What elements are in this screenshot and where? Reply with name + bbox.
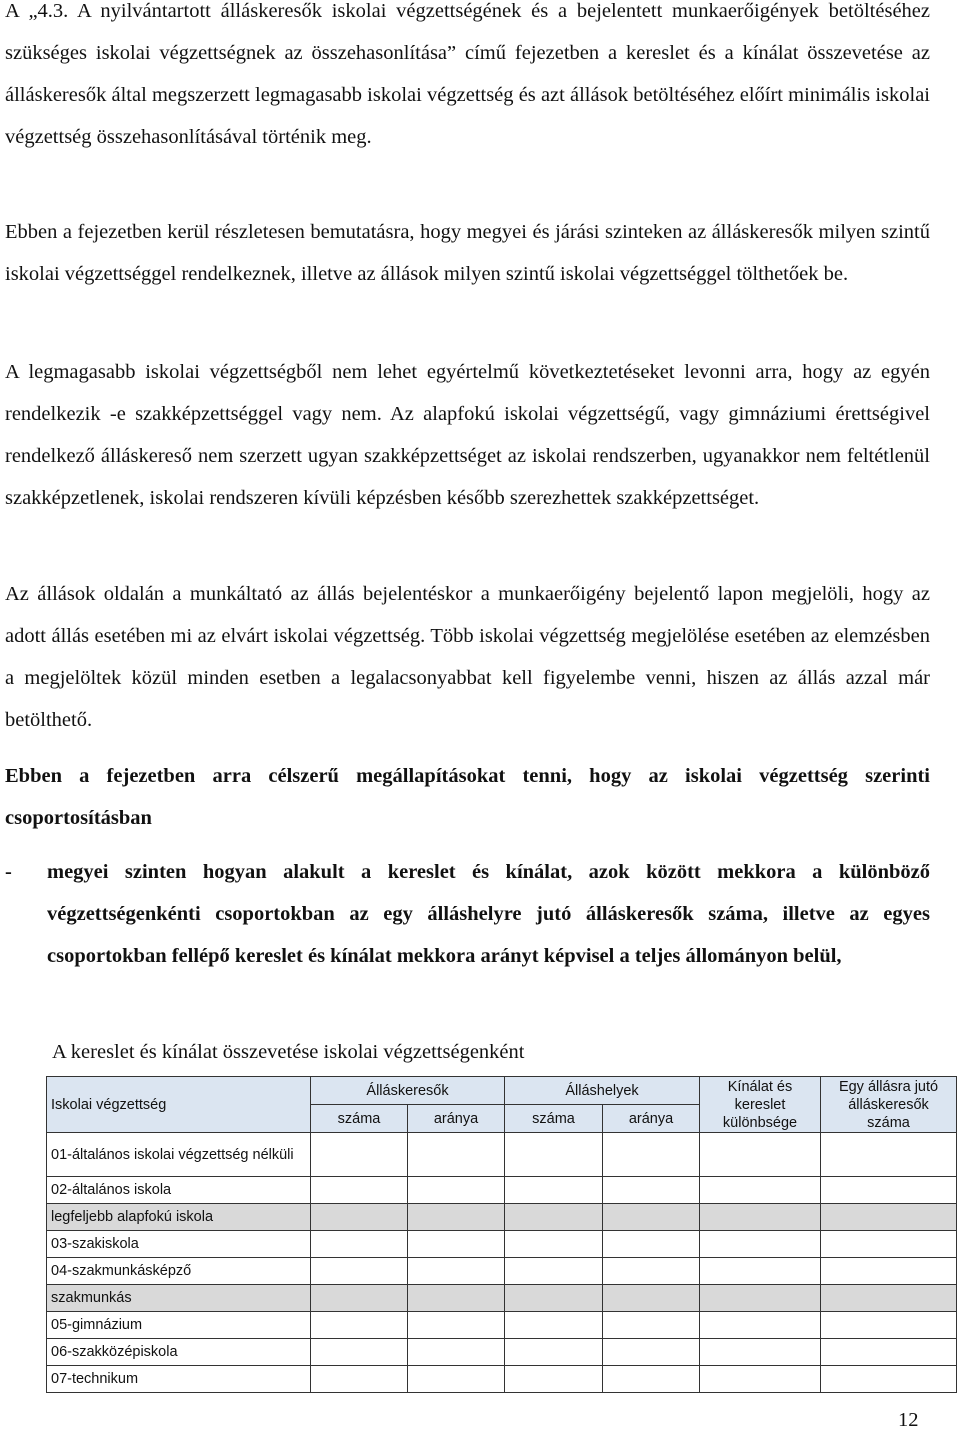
table-cell (603, 1133, 700, 1177)
header-supply-demand-difference: Kínálat és kereslet különbsége (700, 1077, 821, 1133)
table-cell (505, 1258, 603, 1285)
table-cell (821, 1339, 957, 1366)
table-cell (821, 1204, 957, 1231)
table-cell (408, 1231, 505, 1258)
table-cell (408, 1339, 505, 1366)
table-cell (505, 1285, 603, 1312)
intro-text: A „4.3. A nyilvántartott álláskeresők iskolai végzettségének és a bejelentett munkaerőigények betöltéséhez szükséges iskolai végzettségnek az összehasonlítása” című fejezetben a kereslet és a kínálat összevetése az álláskeresők által megszerzett legmagasabb iskolai végzettség és azt állások betöltéséhez előírt minimális iskolai végzettség összehasonlításával történik meg. (5, 0, 930, 148)
table-body (47, 1133, 957, 1393)
paragraph-2: A legmagasabb iskolai végzettségből nem lehet egyértelmű következtetéseket levonni arra, hogy az egyén rendelkezik -e szakképzettséggel vagy nem. Az alapfokú iskolai végzettségű, vagy gimnáziumi érettségivel rendelkező álláskereső nem szerzett ugyan szakképzettséget az iskolai rendszerben, ugyanakkor nem feltétlenül szakképzetlenek, iskolai rendszeren kívüli képzésben később szerezhettek szakképzettséget. (5, 361, 930, 509)
table-cell (408, 1204, 505, 1231)
header-positions-count: száma (505, 1105, 603, 1133)
table-cell (821, 1258, 957, 1285)
table-cell (408, 1366, 505, 1393)
table-cell (700, 1204, 821, 1231)
header-jobseekers-per-position: Egy állásra jutó álláskeresők száma (821, 1077, 957, 1133)
table-cell (603, 1312, 700, 1339)
row-label: 01-általános iskolai végzettség nélküli (47, 1133, 311, 1177)
table-row (47, 1133, 957, 1177)
table-cell (700, 1231, 821, 1258)
table-cell (700, 1339, 821, 1366)
header-jobseekers-ratio: aránya (408, 1105, 505, 1133)
table-row (47, 1339, 957, 1366)
table-cell (603, 1177, 700, 1204)
header-positions-ratio: aránya (603, 1105, 700, 1133)
row-label: szakmunkás (47, 1285, 311, 1312)
bold-paragraph: Ebben a fejezetben arra célszerű megállapításokat tenni, hogy az iskolai végzettség szerinti csoportosításban (5, 765, 930, 829)
table-cell (505, 1366, 603, 1393)
table-cell (311, 1339, 408, 1366)
row-label: legfeljebb alapfokú iskola (47, 1204, 311, 1231)
table-row (47, 1231, 957, 1258)
bullet-text: megyei szinten hogyan alakult a kereslet és kínálat, azok között mekkora a különböző végzettségenkénti csoportokban az egy álláshelyre jutó álláskeresők száma, illetve az egyes csoportokban fellépő kereslet és kínálat mekkora arányt képvisel a teljes állományon belül, (47, 861, 930, 967)
table-cell (505, 1231, 603, 1258)
table-cell (821, 1231, 957, 1258)
table-row (47, 1258, 957, 1285)
table-cell (505, 1339, 603, 1366)
row-label: 03-szakiskola (47, 1231, 311, 1258)
table-row (47, 1312, 957, 1339)
header-jobseekers: Álláskeresők (311, 1077, 505, 1105)
comparison-table (46, 1076, 957, 1393)
table-cell (603, 1204, 700, 1231)
header-jobseekers-count: száma (311, 1105, 408, 1133)
row-label: 02-általános iskola (47, 1177, 311, 1204)
intro-paragraph (5, 0, 930, 158)
table-cell (821, 1177, 957, 1204)
table-cell (505, 1133, 603, 1177)
table-cell (408, 1133, 505, 1177)
bullet-marker: - (5, 861, 12, 883)
table-cell (821, 1285, 957, 1312)
table-cell (700, 1366, 821, 1393)
table-title: A kereslet és kínálat összevetése iskolai végzettségenként (52, 1041, 525, 1063)
header-positions: Álláshelyek (505, 1077, 700, 1105)
table-cell (311, 1231, 408, 1258)
table-row (47, 1177, 957, 1204)
table-cell (311, 1366, 408, 1393)
paragraph-1: Ebben a fejezetben kerül részletesen bemutatásra, hogy megyei és járási szinteken az álláskeresők milyen szintű iskolai végzettséggel rendelkeznek, illetve az állások milyen szintű iskolai végzettséggel tölthetőek be. (5, 221, 930, 285)
table-cell (603, 1231, 700, 1258)
table-cell (603, 1258, 700, 1285)
table-cell (603, 1339, 700, 1366)
table-cell (408, 1258, 505, 1285)
table-cell (311, 1177, 408, 1204)
table-row (47, 1204, 957, 1231)
table-cell (311, 1204, 408, 1231)
table-cell (408, 1285, 505, 1312)
table-cell (311, 1133, 408, 1177)
table-cell (821, 1366, 957, 1393)
table-cell (311, 1285, 408, 1312)
table-cell (505, 1177, 603, 1204)
table-row (47, 1285, 957, 1312)
header-education-level: Iskolai végzettség (47, 1077, 311, 1133)
table-cell (700, 1312, 821, 1339)
table-cell (821, 1312, 957, 1339)
row-label: 04-szakmunkásképző (47, 1258, 311, 1285)
table-cell (408, 1177, 505, 1204)
table-cell (603, 1366, 700, 1393)
row-label: 07-technikum (47, 1366, 311, 1393)
table-cell (700, 1133, 821, 1177)
table-cell (821, 1133, 957, 1177)
row-label: 06-szakközépiskola (47, 1339, 311, 1366)
table-cell (311, 1258, 408, 1285)
table-cell (700, 1177, 821, 1204)
table-cell (700, 1285, 821, 1312)
table-cell (700, 1258, 821, 1285)
table-cell (408, 1312, 505, 1339)
table-cell (603, 1285, 700, 1312)
row-label: 05-gimnázium (47, 1312, 311, 1339)
page-number: 12 (898, 1409, 919, 1431)
table-cell (505, 1204, 603, 1231)
table-cell (311, 1312, 408, 1339)
table-cell (505, 1312, 603, 1339)
paragraph-3: Az állások oldalán a munkáltató az állás bejelentéskor a munkaerőigény bejelentő lapon megjelöli, hogy az adott állás esetében mi az elvárt iskolai végzettség. Több iskolai végzettség megjelölése esetében az elemzésben a megjelöltek közül minden esetben a legalacsonyabbat kell figyelembe venni, hiszen az állás azzal már betölthető. (5, 583, 930, 731)
table-row (47, 1366, 957, 1393)
